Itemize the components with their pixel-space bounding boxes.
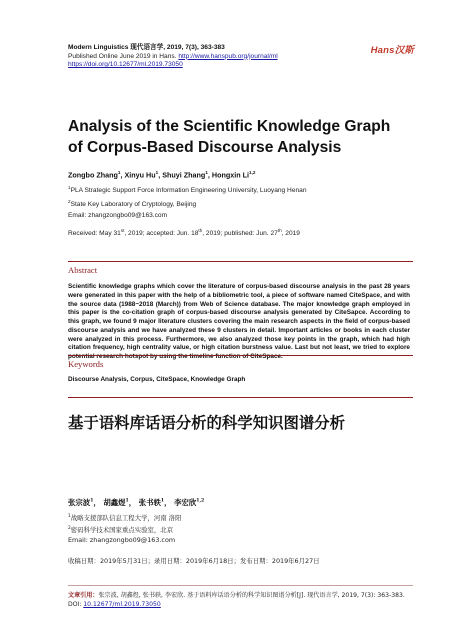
keywords-rule bbox=[68, 355, 413, 356]
received-text: Received: May 31 bbox=[68, 230, 121, 238]
keywords-body: Discourse Analysis, Corpus, CiteSpace, Knowledge Graph bbox=[68, 376, 246, 383]
author-sup: 1,2 bbox=[196, 498, 205, 504]
dates-en bbox=[68, 228, 300, 237]
authors-cn: 张宗波$^1$， 胡鑫煜$^1$， 张书轶$^1$， 李宏欣$^{1,2}$ bbox=[68, 498, 205, 507]
published-text: Published Online June 2019 in Hans. bbox=[68, 52, 179, 60]
affiliation-2 bbox=[68, 196, 306, 210]
citation-label: 文章引用： bbox=[68, 592, 99, 599]
abstract-body: Scientific knowledge graphs which cover the literature of corpus-based discourse analysis in the past 28 years were generated in this paper with the help of a bibliometric tool, a piece of software named CiteSpace, and with the source data (1988~2018 (March)) from Web of Science database. The major knowledge graph employed in this paper is the co-citation graph of corpus-based discourse analysis generated by CiteSapce. According to this graph, we found 9 major literature clusters covering the main research aspects in the field of corpus-based discourse analysis and we have analyzed these 9 clusters in detail. Important articles or books in each cluster were analyzed in this process. Furthermore, we also analyzed those key points in the graph, which had high citation frequency, high centrality value, or high citation burstness value. Last but not least, we tried to explore potential research hotspot by using the timeline function of CiteSpace. bbox=[68, 283, 410, 360]
affiliation-cn-1 bbox=[68, 512, 181, 524]
affiliation-1 bbox=[68, 182, 306, 196]
affiliations-en bbox=[68, 182, 306, 221]
hans-logo: Hans汉斯 bbox=[370, 45, 414, 56]
affiliation-text: 战略支援部队信息工程大学，河南 洛阳 bbox=[70, 514, 182, 523]
paper-title-cn: 基于语料库话语分析的科学知识图谱分析 bbox=[68, 414, 346, 432]
doi-link[interactable]: https://doi.org/10.12677/ml.2019.73050 bbox=[68, 61, 183, 69]
affiliation-text: 密码科学技术国家重点实验室，北京 bbox=[70, 525, 174, 534]
cn-title-rule bbox=[68, 397, 413, 398]
keywords-heading: Keywords bbox=[68, 359, 104, 369]
author-name-cn: 张书轶 bbox=[138, 498, 161, 507]
journal-line: Modern Linguistics 现代语言学, 2019, 7(3), 363-383 bbox=[68, 44, 225, 51]
citation-doi-link[interactable]: 10.12677/ml.2019.73050 bbox=[83, 601, 161, 608]
affiliations-cn bbox=[68, 512, 181, 546]
abstract-rule bbox=[68, 261, 413, 262]
author-name-cn: 李宏欣 bbox=[174, 498, 197, 507]
citation-block bbox=[68, 591, 413, 609]
date-sup: th bbox=[277, 228, 282, 233]
author-sup: 1 bbox=[90, 498, 94, 504]
paper-title-en: Analysis of the Scientific Knowledge Graph of Corpus-Based Discourse Analysis bbox=[68, 118, 391, 156]
year-text: , 2019 bbox=[281, 230, 300, 238]
affiliation-sup: 1 bbox=[68, 514, 71, 519]
affiliation-text: PLA Strategic Support Force Information Engineering University, Luoyang Henan bbox=[70, 187, 307, 195]
citation-rule bbox=[68, 585, 413, 586]
author-name: Xinyu Hu bbox=[124, 170, 156, 180]
date-sup: st bbox=[120, 228, 125, 233]
affiliation-text: State Key Laboratory of Cryptology, Beijing bbox=[70, 201, 197, 209]
affiliation-sup: 2 bbox=[68, 199, 71, 205]
published-line bbox=[68, 53, 278, 62]
author-name: Shuyi Zhang bbox=[162, 170, 206, 180]
affiliation-sup: 1 bbox=[68, 185, 71, 190]
email-en: Email: zhangzongbo09@163.com bbox=[68, 212, 168, 220]
dates-cn: 收稿日期：2019年5月31日；录用日期：2019年6月18日；发布日期：2019年6月27日 bbox=[68, 557, 320, 565]
email-cn: Email: zhangzongbo09@163.com bbox=[68, 536, 176, 545]
citation-text: 张宗波, 胡鑫煜, 张书轶, 李宏欣. 基于语料库话语分析的科学知识图谱分析[J]. 现代语言学, 2019, 7(3): 363-383. DOI: bbox=[68, 592, 405, 608]
journal-header bbox=[68, 44, 278, 70]
journal-link[interactable]: http://www.hanspub.org/journal/ml bbox=[178, 52, 278, 60]
author-sup: 1 bbox=[155, 170, 159, 175]
author-sup: 1 bbox=[125, 498, 129, 504]
published-text: , 2019; published: Jun. 27 bbox=[202, 230, 278, 238]
author-sup: 1 bbox=[205, 170, 208, 175]
affiliation-sup: 2 bbox=[68, 525, 71, 531]
author-name: Zongbo Zhang bbox=[68, 170, 118, 180]
author-sup: 1 bbox=[117, 170, 121, 175]
author-sup: 1 bbox=[160, 498, 165, 504]
authors-en: Zongbo Zhang$^1$, Xinyu Hu$^1$, Shuyi Zhang$^1$, Hongxin Li$^{1,2}$ bbox=[68, 170, 256, 180]
accepted-text: , 2019; accepted: Jun. 18 bbox=[124, 230, 199, 238]
author-name-cn: 张宗波 bbox=[68, 498, 91, 507]
author-name: Hongxin Li bbox=[211, 170, 250, 180]
date-sup: th bbox=[198, 228, 203, 233]
author-name-cn: 胡鑫煜 bbox=[103, 498, 126, 507]
doi-line bbox=[68, 61, 278, 70]
author-sup: 1,2 bbox=[249, 170, 256, 175]
affiliation-cn-2 bbox=[68, 524, 181, 536]
abstract-heading: Abstract bbox=[68, 265, 98, 275]
